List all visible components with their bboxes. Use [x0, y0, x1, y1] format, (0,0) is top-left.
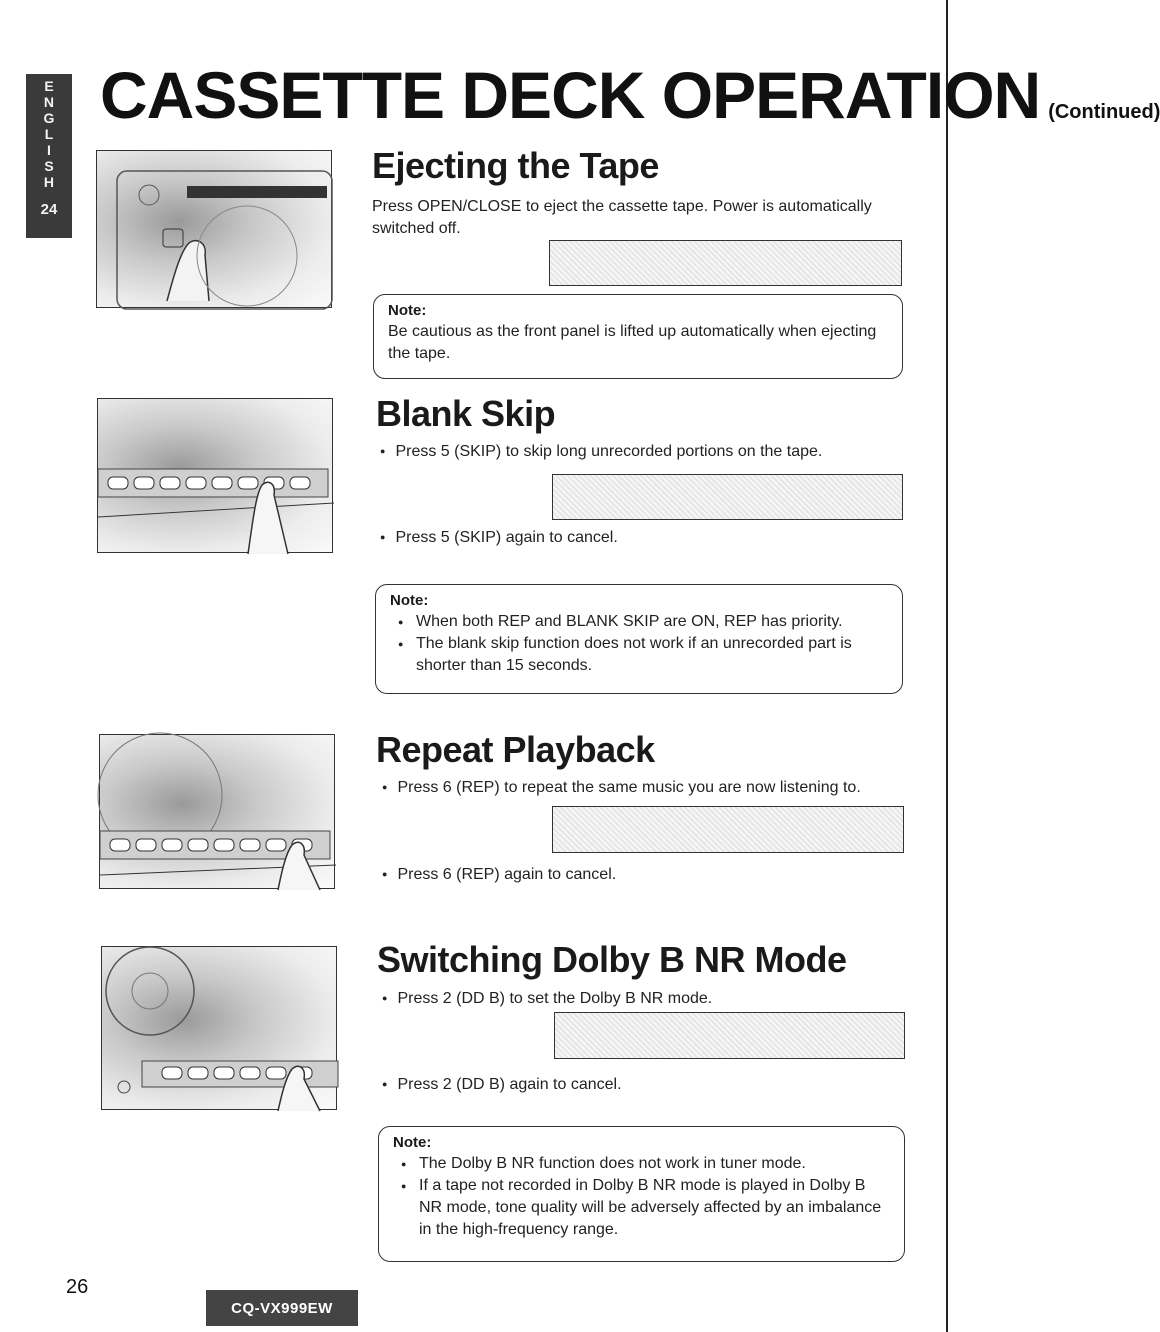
note-label: Note:	[393, 1134, 432, 1151]
blank-skip-step-2: ● Press 5 (SKIP) again to cancel.	[380, 526, 618, 549]
note-item: ● When both REP and BLANK SKIP are ON, REP has priority.	[390, 611, 888, 633]
blank-skip-step-1: ● Press 5 (SKIP) to skip long unrecorded portions on the tape.	[380, 440, 822, 463]
eject-display-image	[549, 240, 902, 286]
continued-label: (Continued)	[1048, 101, 1160, 123]
repeat-section-title: Repeat Playback	[376, 729, 655, 770]
repeat-illustration-drawing	[100, 735, 336, 890]
blank-skip-display-image	[552, 474, 903, 520]
note-label: Note:	[390, 592, 429, 609]
lang-letter: S	[44, 158, 54, 174]
dolby-section-title: Switching Dolby B NR Mode	[377, 939, 847, 980]
repeat-illustration	[99, 734, 335, 889]
note-list	[393, 1153, 890, 1241]
eject-illustration-drawing	[97, 151, 333, 309]
language-tab	[26, 74, 72, 238]
note-label: Note:	[388, 302, 427, 319]
blank-skip-illustration	[97, 398, 333, 553]
eject-illustration	[96, 150, 332, 308]
blank-skip-note-box	[375, 584, 903, 694]
repeat-step-1: ● Press 6 (REP) to repeat the same music you are now listening to.	[382, 776, 861, 799]
lang-letter: L	[44, 126, 54, 142]
note-item: ● The Dolby B NR function does not work in tuner mode.	[393, 1153, 890, 1175]
page-title-text: CASSETTE DECK OPERATION	[100, 58, 1041, 132]
language-tab-number: 24	[40, 201, 58, 218]
page-title	[100, 58, 1160, 149]
dolby-step-1: ● Press 2 (DD B) to set the Dolby B NR mode.	[382, 987, 712, 1010]
eject-note-box	[373, 294, 903, 379]
lang-letter: E	[44, 78, 54, 94]
dolby-note-box	[378, 1126, 905, 1262]
dolby-illustration-drawing	[102, 947, 338, 1111]
page-number: 26	[66, 1276, 89, 1298]
dolby-display-image	[554, 1012, 905, 1059]
eject-section-title: Ejecting the Tape	[372, 145, 659, 186]
note-text: Be cautious as the front panel is lifted up automatically when ejecting the tape.	[388, 323, 877, 362]
dolby-illustration	[101, 946, 337, 1110]
repeat-display-image	[552, 806, 904, 853]
note-list	[390, 611, 888, 677]
dolby-step-2: ● Press 2 (DD B) again to cancel.	[382, 1073, 622, 1096]
model-badge: CQ-VX999EW	[206, 1290, 358, 1326]
note-item: ● If a tape not recorded in Dolby B NR mode is played in Dolby B NR mode, tone quality will be adversely affected by an imbalance in the high-frequency range.	[393, 1175, 890, 1241]
lang-letter: G	[43, 110, 55, 126]
page-edge-line	[946, 0, 948, 1332]
repeat-step-2: ● Press 6 (REP) again to cancel.	[382, 863, 616, 886]
note-item: ● The blank skip function does not work if an unrecorded part is shorter than 15 seconds.	[390, 633, 888, 677]
blank-skip-section-title: Blank Skip	[376, 393, 556, 434]
eject-instruction: Press OPEN/CLOSE to eject the cassette tape. Power is automatically switched off.	[372, 198, 872, 237]
blank-skip-illustration-drawing	[98, 399, 334, 554]
lang-letter: I	[47, 142, 51, 158]
lang-letter: H	[43, 174, 55, 190]
lang-letter: N	[43, 94, 55, 110]
